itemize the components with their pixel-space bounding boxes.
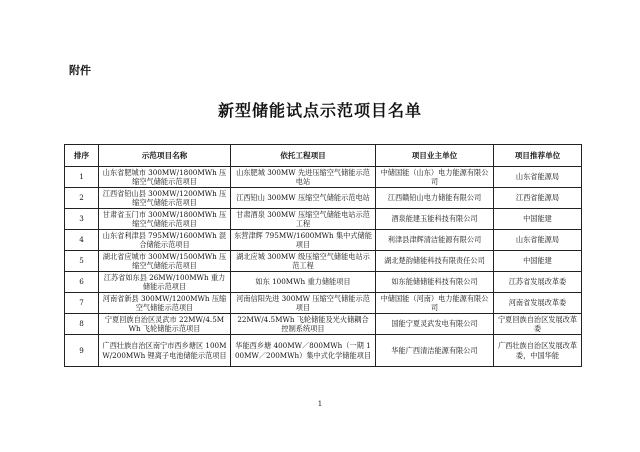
cell-rank: 2 xyxy=(65,188,99,209)
cell-base-project: 东营津辉 795MW/1600MWh 集中式储能项目 xyxy=(231,230,376,251)
cell-project: 河南省新县 300MW/1200MWh 压缩空气储能示范项目 xyxy=(99,293,231,314)
attachment-label: 附件 xyxy=(69,64,91,77)
table-row xyxy=(65,230,582,251)
cell-recommender: 江西省能源局 xyxy=(494,188,582,209)
cell-project: 江苏省如东县 26MW/100MWh 重力储能示范项目 xyxy=(99,272,231,293)
header-base-project: 依托工程项目 xyxy=(231,145,376,167)
project-table xyxy=(64,144,582,367)
cell-recommender: 江苏省发展改革委 xyxy=(494,272,582,293)
cell-recommender: 山东省能源局 xyxy=(494,230,582,251)
table-header-row xyxy=(65,145,582,167)
cell-owner: 中储国能（河南）电力能源有限公司 xyxy=(376,293,494,314)
header-recommender: 项目推荐单位 xyxy=(494,145,582,167)
cell-recommender: 广西壮族自治区发展改革委，中国华能 xyxy=(494,335,582,367)
table-row xyxy=(65,293,582,314)
cell-recommender: 中国能建 xyxy=(494,251,582,272)
table-row xyxy=(65,335,582,367)
header-rank: 排序 xyxy=(65,145,99,167)
cell-rank: 3 xyxy=(65,209,99,230)
cell-base-project: 如东 100MWh 重力储能项目 xyxy=(231,272,376,293)
cell-project: 江西省铅山县 300MW/1200MWh 压缩空气储能示范项目 xyxy=(99,188,231,209)
cell-recommender: 中国能建 xyxy=(494,209,582,230)
table-row xyxy=(65,167,582,188)
page-number: 1 xyxy=(317,400,323,408)
cell-project: 湖北省应城市 300MW/1500MWh 压缩空气储能示范项目 xyxy=(99,251,231,272)
cell-project: 宁夏回族自治区灵武市 22MW/4.5MWh 飞轮储能示范项目 xyxy=(99,314,231,335)
table-row xyxy=(65,314,582,335)
header-owner: 项目业主单位 xyxy=(376,145,494,167)
cell-project: 广西壮族自治区南宁市西乡塘区 100MW/200MWh 锂离子电池储能示范项目 xyxy=(99,335,231,367)
cell-rank: 6 xyxy=(65,272,99,293)
cell-owner: 江西赣铅山电力储能有限公司 xyxy=(376,188,494,209)
cell-recommender: 河南省发展改革委 xyxy=(494,293,582,314)
cell-owner: 国能宁夏灵武发电有限公司 xyxy=(376,314,494,335)
cell-project: 甘肃省玉门市 300MW/1800MWh 压缩空气储能示范项目 xyxy=(99,209,231,230)
header-project: 示范项目名称 xyxy=(99,145,231,167)
cell-recommender: 山东省能源局 xyxy=(494,167,582,188)
cell-base-project: 江西铅山 300MW 压缩空气储能示范电站 xyxy=(231,188,376,209)
page-title: 新型储能试点示范项目名单 xyxy=(217,101,422,120)
cell-base-project: 华能西乡塘 400MW／800MWh（一期 100MW／200MWh）集中式化学储能项目 xyxy=(231,335,376,367)
table-row xyxy=(65,209,582,230)
cell-base-project: 河南信阳先进 300MW 压缩空气储能示范项目 xyxy=(231,293,376,314)
cell-recommender: 宁夏回族自治区发展改革委 xyxy=(494,314,582,335)
cell-base-project: 甘肃酒泉 300MW 压缩空气储能电站示范工程 xyxy=(231,209,376,230)
cell-rank: 4 xyxy=(65,230,99,251)
table-row xyxy=(65,251,582,272)
cell-base-project: 湖北应城 300MW 级压缩空气储能电站示范工程 xyxy=(231,251,376,272)
cell-base-project: 22MW/4.5MWh 飞轮储能及光火储耦合控制系统项目 xyxy=(231,314,376,335)
cell-project: 山东省肥城市 300MW/1800MWh 压缩空气储能示范项目 xyxy=(99,167,231,188)
cell-owner: 利津县津辉清洁能源有限公司 xyxy=(376,230,494,251)
cell-rank: 9 xyxy=(65,335,99,367)
cell-owner: 中储国能（山东）电力能源有限公司 xyxy=(376,167,494,188)
table-row xyxy=(65,188,582,209)
cell-base-project: 山东肥城 300MW 先进压缩空气储能示范电站 xyxy=(231,167,376,188)
cell-rank: 1 xyxy=(65,167,99,188)
cell-owner: 华能广西清洁能源有限公司 xyxy=(376,335,494,367)
cell-rank: 7 xyxy=(65,293,99,314)
cell-owner: 如东能储储能科技有限公司 xyxy=(376,272,494,293)
cell-owner: 酒泉能建玉能科技有限公司 xyxy=(376,209,494,230)
table-row xyxy=(65,272,582,293)
cell-owner: 湖北楚韵储能科技有限责任公司 xyxy=(376,251,494,272)
cell-project: 山东省利津县 795MW/1600MWh 混合储能示范项目 xyxy=(99,230,231,251)
cell-rank: 5 xyxy=(65,251,99,272)
cell-rank: 8 xyxy=(65,314,99,335)
